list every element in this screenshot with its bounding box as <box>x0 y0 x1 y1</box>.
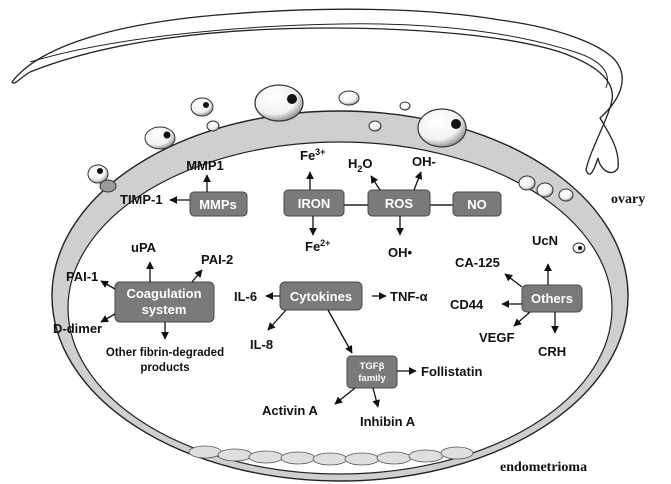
iron-box-label: IRON <box>297 196 331 211</box>
fe3-base: Fe <box>300 148 316 163</box>
coagulation-box-line1: Coagulation <box>126 286 202 301</box>
oocyte-icon <box>578 246 582 250</box>
upa-label: uPA <box>131 240 157 255</box>
mmp1-label: MMP1 <box>186 158 224 173</box>
ovary-label: ovary <box>611 192 646 207</box>
tnf-label: TNF-α <box>390 289 428 304</box>
pai1-label: PAI-1 <box>66 269 99 284</box>
follicle <box>537 183 553 197</box>
ucn-label: UcN <box>532 233 559 248</box>
h2o2-o: O <box>362 156 373 171</box>
h2o2-h: H <box>348 156 358 171</box>
fibrin-products-line1: Other fibrin-degraded <box>105 347 225 359</box>
ros-box-label: ROS <box>384 196 414 211</box>
fe2-base: Fe <box>305 239 321 254</box>
il8-label: IL-8 <box>250 337 274 352</box>
follistatin-label: Follistatin <box>421 364 483 379</box>
il6-label: IL-6 <box>234 289 258 304</box>
cytokines-box-label: Cytokines <box>289 289 353 304</box>
follicle <box>145 127 175 149</box>
oocyte-icon <box>97 168 103 174</box>
cd44-label: CD44 <box>450 297 484 312</box>
pai2-label: PAI-2 <box>201 252 234 267</box>
fe3-superscript: 3+ <box>315 147 326 157</box>
ddimer-label: D-dimer <box>53 321 103 336</box>
follicle <box>369 121 381 131</box>
follicle <box>207 121 219 131</box>
crh-label: CRH <box>538 344 567 359</box>
endometrioma-label: endometrioma <box>500 460 588 475</box>
oocyte-icon <box>203 102 209 108</box>
oocyte-icon <box>287 94 297 104</box>
oocyte-icon <box>164 132 171 139</box>
follicle <box>191 98 213 116</box>
timp1-label: TIMP-1 <box>120 192 163 207</box>
others-box-label: Others <box>531 291 573 306</box>
fe2-superscript: 2+ <box>320 238 331 248</box>
tgf-box-line1: TGFβ <box>359 361 385 372</box>
inhibin-label: Inhibin A <box>360 414 416 429</box>
oocyte-icon <box>451 119 461 129</box>
coagulation-box-line2: system <box>141 302 187 317</box>
vegf-label: VEGF <box>479 330 515 345</box>
ovary-inner-fold <box>30 24 608 88</box>
no-box-label: NO <box>467 197 487 212</box>
follicle <box>255 85 303 121</box>
fibrin-products-line2: products <box>140 362 190 374</box>
follicle <box>339 91 359 105</box>
follicle <box>400 102 410 110</box>
mmps-box-label: MMPs <box>199 197 237 212</box>
follicle <box>100 180 116 192</box>
follicle <box>559 189 573 201</box>
ca125-label: CA-125 <box>455 255 500 270</box>
follicle <box>519 176 535 190</box>
activin-label: Activin A <box>262 403 318 418</box>
oh-radical-label: OH• <box>388 245 413 260</box>
tgf-box-line2: family <box>358 373 386 384</box>
h2o2-subscript: 2 <box>357 164 363 174</box>
no-group <box>453 192 501 216</box>
oh-minus-label: OH- <box>412 154 436 169</box>
